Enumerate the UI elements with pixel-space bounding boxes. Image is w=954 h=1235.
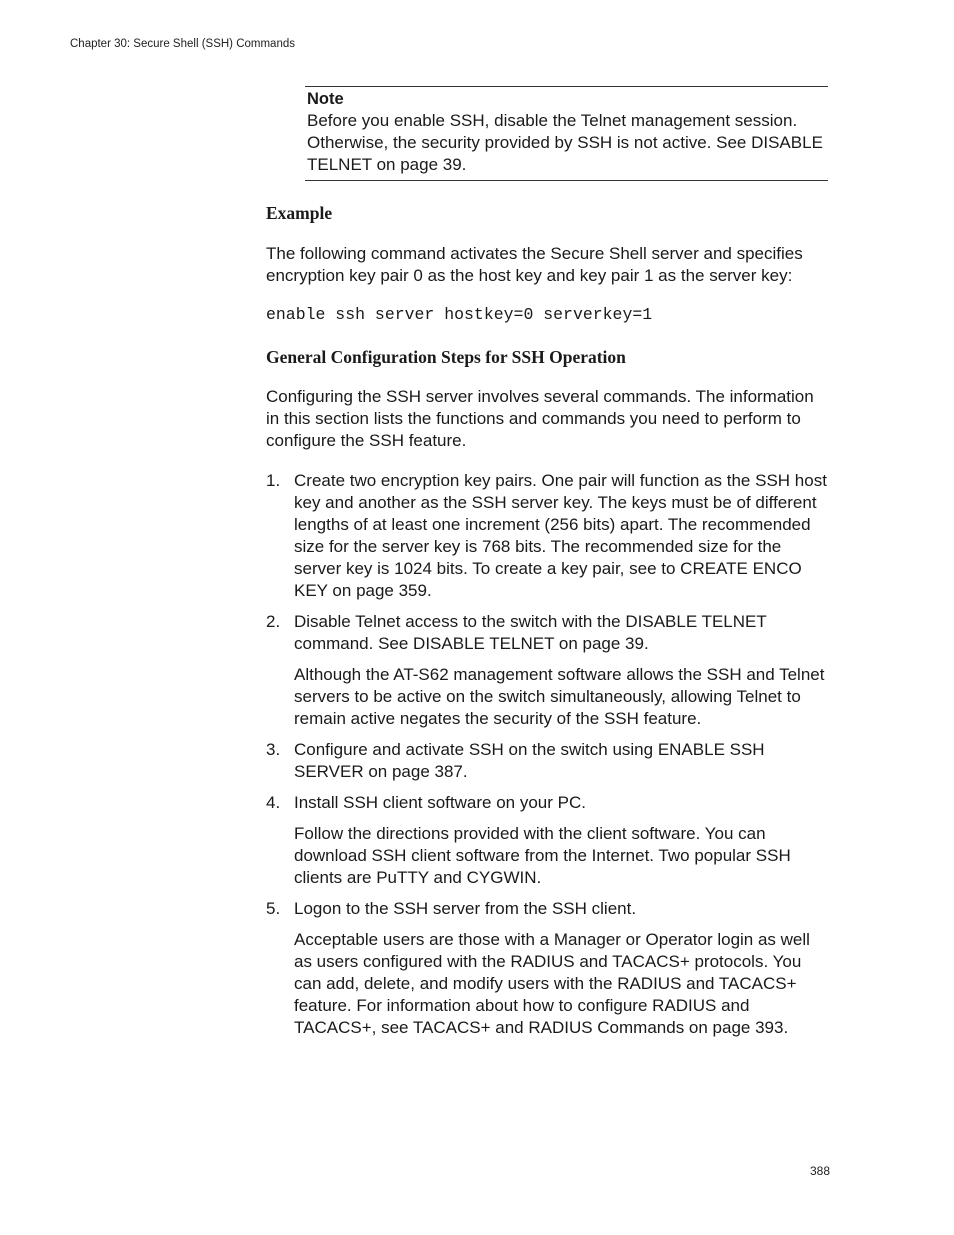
note-text: Before you enable SSH, disable the Telnet management session. Otherwise, the security provided by SSH is not active. See DISABLE TELNET on page 39.: [307, 111, 823, 174]
step-number: 5.: [266, 899, 281, 918]
step-4: [266, 792, 828, 889]
step-5: [266, 898, 828, 1039]
step-text: Logon to the SSH server from the SSH client.: [294, 899, 637, 918]
step-text: Create two encryption key pairs. One pair will function as the SSH host key and another as the SSH server key. The keys must be of different lengths of at least one increment (256 bits) apart. The recommended size for the server key is 768 bits. The recommended size for the server key is 1024 bits. To create a key pair, see to CREATE ENCO KEY on page 359.: [294, 471, 827, 600]
step-2: [266, 611, 828, 730]
example-command: enable ssh server hostkey=0 serverkey=1: [266, 305, 653, 324]
example-heading: Example: [266, 203, 333, 223]
running-header: Chapter 30: Secure Shell (SSH) Commands: [70, 38, 295, 50]
step-number: 4.: [266, 793, 281, 812]
step-3: [266, 739, 828, 783]
step-text: Install SSH client software on your PC.: [294, 793, 586, 812]
step-detail: Although the AT-S62 management software allows the SSH and Telnet servers to be active on the switch simultaneously, allowing Telnet to remain active negates the security of the SSH feature.: [294, 665, 825, 728]
steps-list: [266, 470, 828, 1048]
page-number: 388: [810, 1164, 831, 1178]
step-text: Configure and activate SSH on the switch using ENABLE SSH SERVER on page 387.: [294, 740, 765, 781]
step-detail: Acceptable users are those with a Manager or Operator login as well as users configured with the RADIUS and TACACS+ protocols. You can add, delete, and modify users with the RADIUS and TACACS+ feature. For information about how to configure RADIUS and TACACS+, see TACACS+ and RADIUS Commands on page 393.: [294, 930, 810, 1037]
note-box: [305, 86, 828, 181]
step-number: 1.: [266, 471, 281, 490]
step-number: 3.: [266, 740, 281, 759]
note-title: Note: [307, 90, 344, 108]
step-detail: Follow the directions provided with the client software. You can download SSH client software from the Internet. Two popular SSH clients are PuTTY and CYGWIN.: [294, 824, 791, 887]
example-text: The following command activates the Secure Shell server and specifies encryption key pair 0 as the host key and key pair 1 as the server key:: [266, 244, 803, 285]
step-number: 2.: [266, 612, 281, 631]
config-heading: General Configuration Steps for SSH Operation: [266, 347, 626, 367]
step-1: [266, 470, 828, 602]
step-text: Disable Telnet access to the switch with the DISABLE TELNET command. See DISABLE TELNET on page 39.: [294, 612, 767, 653]
config-intro: Configuring the SSH server involves several commands. The information in this section lists the functions and commands you need to perform to configure the SSH feature.: [266, 387, 814, 450]
